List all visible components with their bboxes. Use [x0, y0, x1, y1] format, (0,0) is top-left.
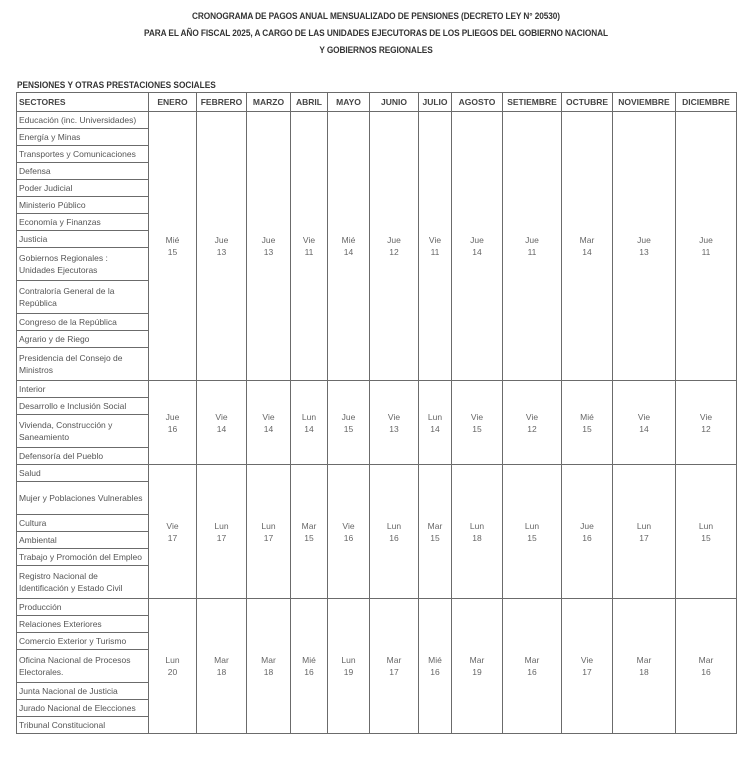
weekday: Mar: [698, 655, 714, 665]
day-number: 16: [343, 532, 354, 543]
weekday: Jue: [699, 235, 713, 245]
day-number: 14: [263, 423, 274, 434]
day-number: 13: [263, 247, 274, 257]
payment-date-diciembre: [676, 381, 737, 465]
sector-name: Ministerio Público: [17, 197, 149, 214]
payment-date-noviembre: [613, 112, 676, 381]
title-line-3: Y GOBIERNOS REGIONALES: [319, 45, 433, 55]
sector-name: Transportes y Comunicaciones: [17, 146, 149, 163]
sector-name: Contraloría General de la República: [17, 281, 149, 314]
payment-date-mayo: [328, 381, 370, 465]
day-number: 16: [582, 532, 592, 543]
sector-name: Presidencia del Consejo de Ministros: [17, 348, 149, 381]
column-header-febrero: FEBRERO: [197, 93, 247, 112]
day-number: 15: [167, 247, 178, 257]
weekday: Jue: [387, 235, 401, 245]
weekday: Lun: [636, 520, 652, 531]
payment-date-abril: [291, 465, 328, 599]
weekday: Mié: [302, 655, 316, 665]
payment-date-octubre: [562, 112, 613, 381]
weekday: Mié: [341, 235, 356, 245]
payment-date-junio: [370, 112, 419, 381]
payment-date-abril: [291, 381, 328, 465]
title-line-1: CRONOGRAMA DE PAGOS ANUAL MENSUALIZADO DE PENSIONES (DECRETO LEY N° 20530): [192, 11, 560, 21]
sector-name: Relaciones Exteriores: [17, 616, 149, 633]
payment-date-diciembre: [676, 112, 737, 381]
sector-name: Justicia: [17, 231, 149, 248]
weekday: Mar: [386, 655, 402, 665]
day-number: 11: [701, 247, 711, 257]
day-number: 14: [216, 423, 227, 434]
table-row: [17, 465, 737, 482]
sector-name: Cultura: [17, 515, 149, 532]
weekday: Mar: [636, 655, 652, 665]
payment-date-junio: [370, 465, 419, 599]
sector-name: Tribunal Constitucional: [17, 717, 149, 734]
day-number: 16: [527, 667, 537, 677]
day-number: 19: [472, 667, 482, 677]
day-number: 14: [639, 423, 649, 434]
payment-date-julio: [419, 465, 452, 599]
column-header-enero: ENERO: [149, 93, 197, 112]
day-number: 18: [263, 667, 274, 677]
payment-date-setiembre: [503, 465, 562, 599]
weekday: Lun: [165, 655, 180, 665]
column-header-octubre: OCTUBRE: [562, 93, 613, 112]
table-row: [17, 599, 737, 616]
weekday: Lun: [524, 520, 540, 531]
weekday: Vie: [342, 520, 355, 531]
day-number: 16: [304, 667, 314, 677]
weekday: Vie: [525, 411, 539, 422]
payment-date-marzo: [247, 381, 291, 465]
day-number: 15: [701, 532, 711, 543]
weekday: Vie: [428, 235, 442, 245]
sector-name: Trabajo y Promoción del Empleo: [17, 549, 149, 566]
column-header-sectores: SECTORES: [17, 93, 149, 112]
weekday: Lun: [301, 411, 317, 422]
day-number: 15: [582, 423, 592, 434]
day-number: 16: [167, 423, 178, 434]
payment-date-octubre: [562, 465, 613, 599]
payment-date-enero: [149, 381, 197, 465]
day-number: 14: [430, 423, 440, 434]
payment-date-abril: [291, 112, 328, 381]
column-header-abril: ABRIL: [291, 93, 328, 112]
day-number: 13: [389, 423, 399, 434]
day-number: 16: [701, 667, 711, 677]
payment-date-agosto: [452, 599, 503, 734]
payment-date-mayo: [328, 599, 370, 734]
payment-date-enero: [149, 599, 197, 734]
weekday: Vie: [637, 411, 651, 422]
payment-date-mayo: [328, 465, 370, 599]
weekday: Lun: [386, 520, 402, 531]
section-heading: PENSIONES Y OTRAS PRESTACIONES SOCIALES: [17, 80, 216, 90]
payment-date-febrero: [197, 112, 247, 381]
weekday: Mié: [428, 655, 442, 665]
weekday: Mar: [214, 655, 229, 665]
sector-name: Salud: [17, 465, 149, 482]
sector-name: Mujer y Poblaciones Vulnerables: [17, 482, 149, 515]
payment-date-julio: [419, 599, 452, 734]
weekday: Lun: [261, 520, 276, 531]
day-number: 20: [167, 667, 178, 677]
sector-name: Junta Nacional de Justicia: [17, 683, 149, 700]
weekday: Mié: [165, 235, 180, 245]
payment-date-febrero: [197, 599, 247, 734]
weekday: Vie: [580, 655, 594, 665]
day-number: 12: [527, 423, 537, 434]
weekday: Vie: [262, 411, 275, 422]
sector-name: Congreso de la República: [17, 314, 149, 331]
payment-date-febrero: [197, 465, 247, 599]
day-number: 11: [527, 247, 537, 257]
title-line-2: PARA EL AÑO FISCAL 2025, A CARGO DE LAS UNIDADES EJECUTORAS DE LOS PLIEGOS DEL GOBIERNO NACIONAL: [144, 28, 608, 38]
day-number: 16: [430, 667, 440, 677]
day-number: 15: [430, 532, 440, 543]
day-number: 11: [430, 247, 440, 257]
sector-name: Ambiental: [17, 532, 149, 549]
weekday: Lun: [341, 655, 356, 665]
day-number: 15: [527, 532, 537, 543]
table-row: [17, 112, 737, 129]
day-number: 17: [582, 667, 592, 677]
weekday: Vie: [166, 520, 179, 531]
sector-name: Poder Judicial: [17, 180, 149, 197]
column-header-noviembre: NOVIEMBRE: [613, 93, 676, 112]
payment-date-noviembre: [613, 599, 676, 734]
header-row: [17, 93, 737, 112]
day-number: 19: [343, 667, 354, 677]
day-number: 17: [639, 532, 649, 543]
sector-name: Educación (inc. Universidades): [17, 112, 149, 129]
payment-date-enero: [149, 112, 197, 381]
sector-name: Oficina Nacional de Procesos Electorales.: [17, 650, 149, 683]
weekday: Lun: [469, 520, 485, 531]
sector-name: Economía y Finanzas: [17, 214, 149, 231]
payment-date-agosto: [452, 381, 503, 465]
column-header-marzo: MARZO: [247, 93, 291, 112]
sector-name: Producción: [17, 599, 149, 616]
payment-date-agosto: [452, 465, 503, 599]
weekday: Lun: [698, 520, 714, 531]
sector-name: Jurado Nacional de Elecciones: [17, 700, 149, 717]
sector-name: Defensoría del Pueblo: [17, 448, 149, 465]
day-number: 16: [389, 532, 399, 543]
weekday: Mar: [524, 655, 540, 665]
day-number: 15: [343, 423, 354, 434]
payment-date-julio: [419, 112, 452, 381]
weekday: Vie: [699, 411, 713, 422]
sector-name: Interior: [17, 381, 149, 398]
column-header-junio: JUNIO: [370, 93, 419, 112]
sector-name: Energía y Minas: [17, 129, 149, 146]
payment-date-marzo: [247, 599, 291, 734]
sector-name: Gobiernos Regionales : Unidades Ejecutoras: [17, 248, 149, 281]
table-row: [17, 381, 737, 398]
day-number: 18: [216, 667, 227, 677]
day-number: 14: [472, 247, 482, 257]
column-header-setiembre: SETIEMBRE: [503, 93, 562, 112]
column-header-agosto: AGOSTO: [452, 93, 503, 112]
weekday: Lun: [214, 520, 229, 531]
day-number: 17: [167, 532, 178, 543]
day-number: 13: [216, 247, 227, 257]
weekday: Vie: [215, 411, 228, 422]
sector-name: Comercio Exterior y Turismo: [17, 633, 149, 650]
table-body: [17, 112, 737, 734]
weekday: Jue: [470, 235, 484, 245]
day-number: 18: [472, 532, 482, 543]
day-number: 14: [582, 247, 592, 257]
day-number: 14: [343, 247, 354, 257]
payment-date-enero: [149, 465, 197, 599]
payment-date-junio: [370, 599, 419, 734]
column-header-diciembre: DICIEMBRE: [676, 93, 737, 112]
day-number: 17: [263, 532, 274, 543]
day-number: 11: [304, 247, 314, 257]
weekday: Jue: [525, 235, 539, 245]
payment-date-diciembre: [676, 599, 737, 734]
payment-date-junio: [370, 381, 419, 465]
payment-schedule-table: [16, 92, 737, 734]
day-number: 15: [472, 423, 482, 434]
weekday: Vie: [302, 235, 316, 245]
weekday: Jue: [165, 411, 180, 422]
payment-date-diciembre: [676, 465, 737, 599]
sector-name: Vivienda, Construcción y Saneamiento: [17, 415, 149, 448]
day-number: 13: [639, 247, 649, 257]
day-number: 15: [304, 532, 314, 543]
weekday: Mar: [427, 520, 443, 531]
weekday: Mar: [579, 235, 595, 245]
payment-date-octubre: [562, 381, 613, 465]
day-number: 12: [389, 247, 399, 257]
weekday: Mar: [261, 655, 276, 665]
payment-date-setiembre: [503, 112, 562, 381]
sector-name: Registro Nacional de Identificación y Estado Civil: [17, 566, 149, 599]
weekday: Jue: [214, 235, 229, 245]
day-number: 14: [304, 423, 314, 434]
sector-name: Agrario y de Riego: [17, 331, 149, 348]
weekday: Mar: [469, 655, 485, 665]
weekday: Lun: [427, 411, 443, 422]
payment-date-julio: [419, 381, 452, 465]
weekday: Jue: [261, 235, 276, 245]
weekday: Jue: [580, 520, 594, 531]
weekday: Mié: [580, 411, 594, 422]
day-number: 17: [216, 532, 227, 543]
payment-date-agosto: [452, 112, 503, 381]
payment-date-setiembre: [503, 599, 562, 734]
sector-name: Desarrollo e Inclusión Social: [17, 398, 149, 415]
sector-name: Defensa: [17, 163, 149, 180]
payment-date-noviembre: [613, 465, 676, 599]
payment-date-marzo: [247, 465, 291, 599]
day-number: 18: [639, 667, 649, 677]
weekday: Mar: [301, 520, 317, 531]
payment-date-octubre: [562, 599, 613, 734]
column-header-julio: JULIO: [419, 93, 452, 112]
payment-date-abril: [291, 599, 328, 734]
day-number: 17: [389, 667, 399, 677]
document-title: [30, 8, 722, 59]
weekday: Vie: [387, 411, 401, 422]
payment-date-mayo: [328, 112, 370, 381]
payment-date-marzo: [247, 112, 291, 381]
payment-date-noviembre: [613, 381, 676, 465]
payment-date-setiembre: [503, 381, 562, 465]
column-header-mayo: MAYO: [328, 93, 370, 112]
day-number: 12: [701, 423, 711, 434]
weekday: Jue: [341, 411, 356, 422]
weekday: Vie: [470, 411, 484, 422]
weekday: Jue: [637, 235, 651, 245]
payment-date-febrero: [197, 381, 247, 465]
